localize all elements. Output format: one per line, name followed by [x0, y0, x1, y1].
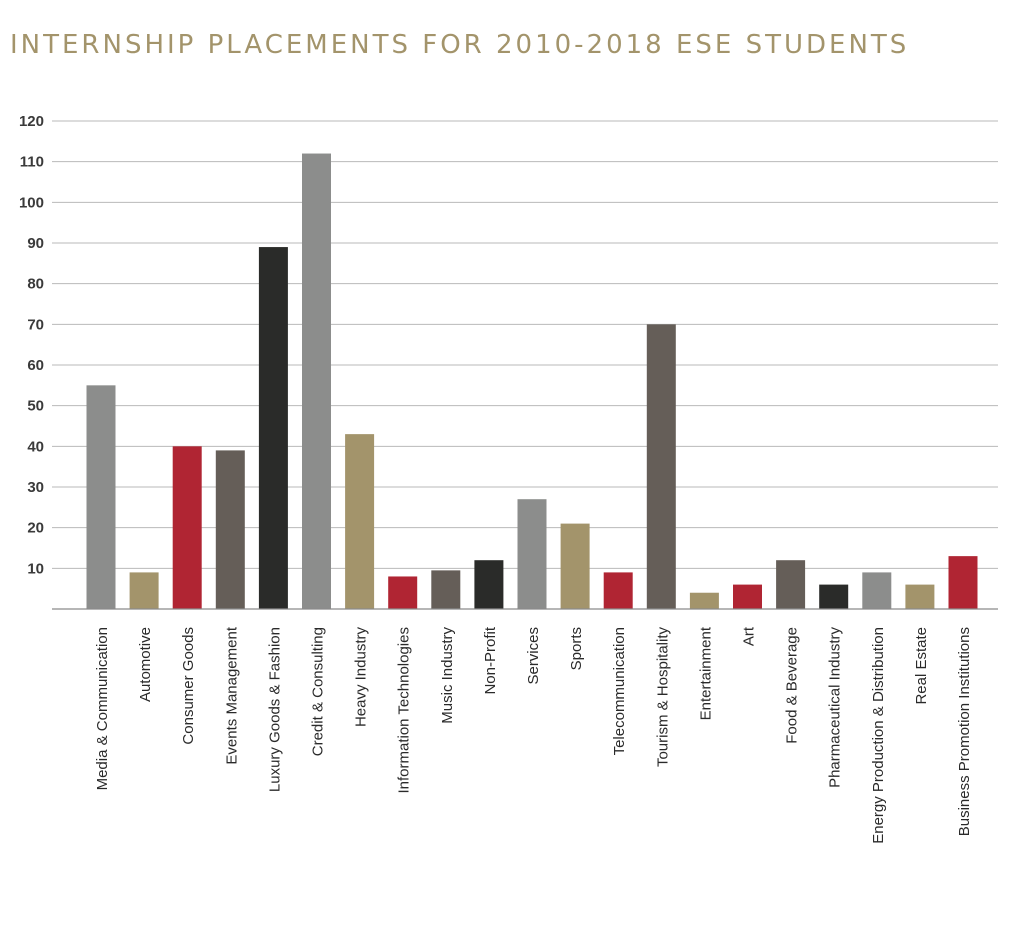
- chart-title: INTERNSHIP PLACEMENTS FOR 2010-2018 ESE STUDENTS: [10, 30, 910, 60]
- bar: [647, 324, 676, 609]
- x-tick-label: Information Technologies: [395, 627, 413, 794]
- bar: [733, 585, 762, 609]
- bar: [388, 576, 417, 609]
- y-tick-label: 90: [27, 235, 44, 252]
- x-tick-label: Sports: [568, 627, 586, 671]
- y-tick-label: 110: [19, 153, 44, 171]
- x-tick-label: Media & Communication: [94, 627, 111, 791]
- y-tick-label: 30: [27, 479, 44, 496]
- bars: [87, 154, 978, 609]
- y-tick-label: 70: [27, 316, 44, 334]
- y-axis-ticks: [19, 113, 44, 577]
- x-tick-label: Tourism & Hospitality: [654, 627, 672, 768]
- y-tick-label: 20: [27, 519, 44, 537]
- bar: [130, 572, 159, 609]
- x-tick-label: Real Estate: [912, 627, 930, 705]
- bar: [776, 560, 805, 609]
- x-tick-label: Music Industry: [438, 627, 456, 724]
- bar: [518, 499, 547, 609]
- bar: [949, 556, 978, 609]
- x-tick-label: Food & Beverage: [783, 627, 801, 744]
- x-tick-label: Heavy Industry: [352, 627, 370, 728]
- y-tick-label: 40: [27, 438, 44, 456]
- bar: [431, 570, 460, 609]
- bar: [87, 385, 116, 609]
- x-axis-ticks: [94, 626, 973, 844]
- x-tick-label: Automotive: [137, 627, 155, 703]
- bar: [561, 524, 590, 609]
- bar: [905, 585, 934, 609]
- x-tick-label: Events Management: [223, 627, 241, 765]
- x-tick-label: Services: [525, 627, 542, 685]
- bar: [345, 434, 374, 609]
- x-tick-label: Entertainment: [697, 627, 715, 721]
- bar: [173, 446, 202, 609]
- x-tick-label: Credit & Consulting: [309, 627, 327, 757]
- bar: [862, 572, 891, 609]
- bar: [819, 585, 848, 609]
- bar: [259, 247, 288, 609]
- y-tick-label: 50: [27, 397, 44, 415]
- bar: [302, 154, 331, 609]
- y-tick-label: 80: [27, 275, 44, 293]
- x-tick-label: Art: [740, 627, 758, 647]
- x-tick-label: Consumer Goods: [180, 627, 198, 745]
- bar: [474, 560, 503, 609]
- y-tick-label: 120: [18, 113, 44, 130]
- x-tick-label: Pharmaceutical Industry: [826, 627, 844, 788]
- x-tick-label: Business Promotion Institutions: [956, 627, 973, 837]
- x-tick-label: Luxury Goods & Fashion: [266, 627, 284, 793]
- y-tick-label: 60: [27, 357, 44, 374]
- x-tick-label: Energy Production & Distribution: [869, 627, 887, 844]
- bar: [690, 593, 719, 609]
- x-tick-label: Non-Profit: [481, 627, 499, 695]
- x-tick-label: Telecommunication: [611, 627, 629, 756]
- bar: [604, 572, 633, 609]
- bar: [216, 450, 245, 609]
- y-tick-label: 100: [18, 194, 44, 212]
- y-tick-label: 10: [27, 560, 44, 578]
